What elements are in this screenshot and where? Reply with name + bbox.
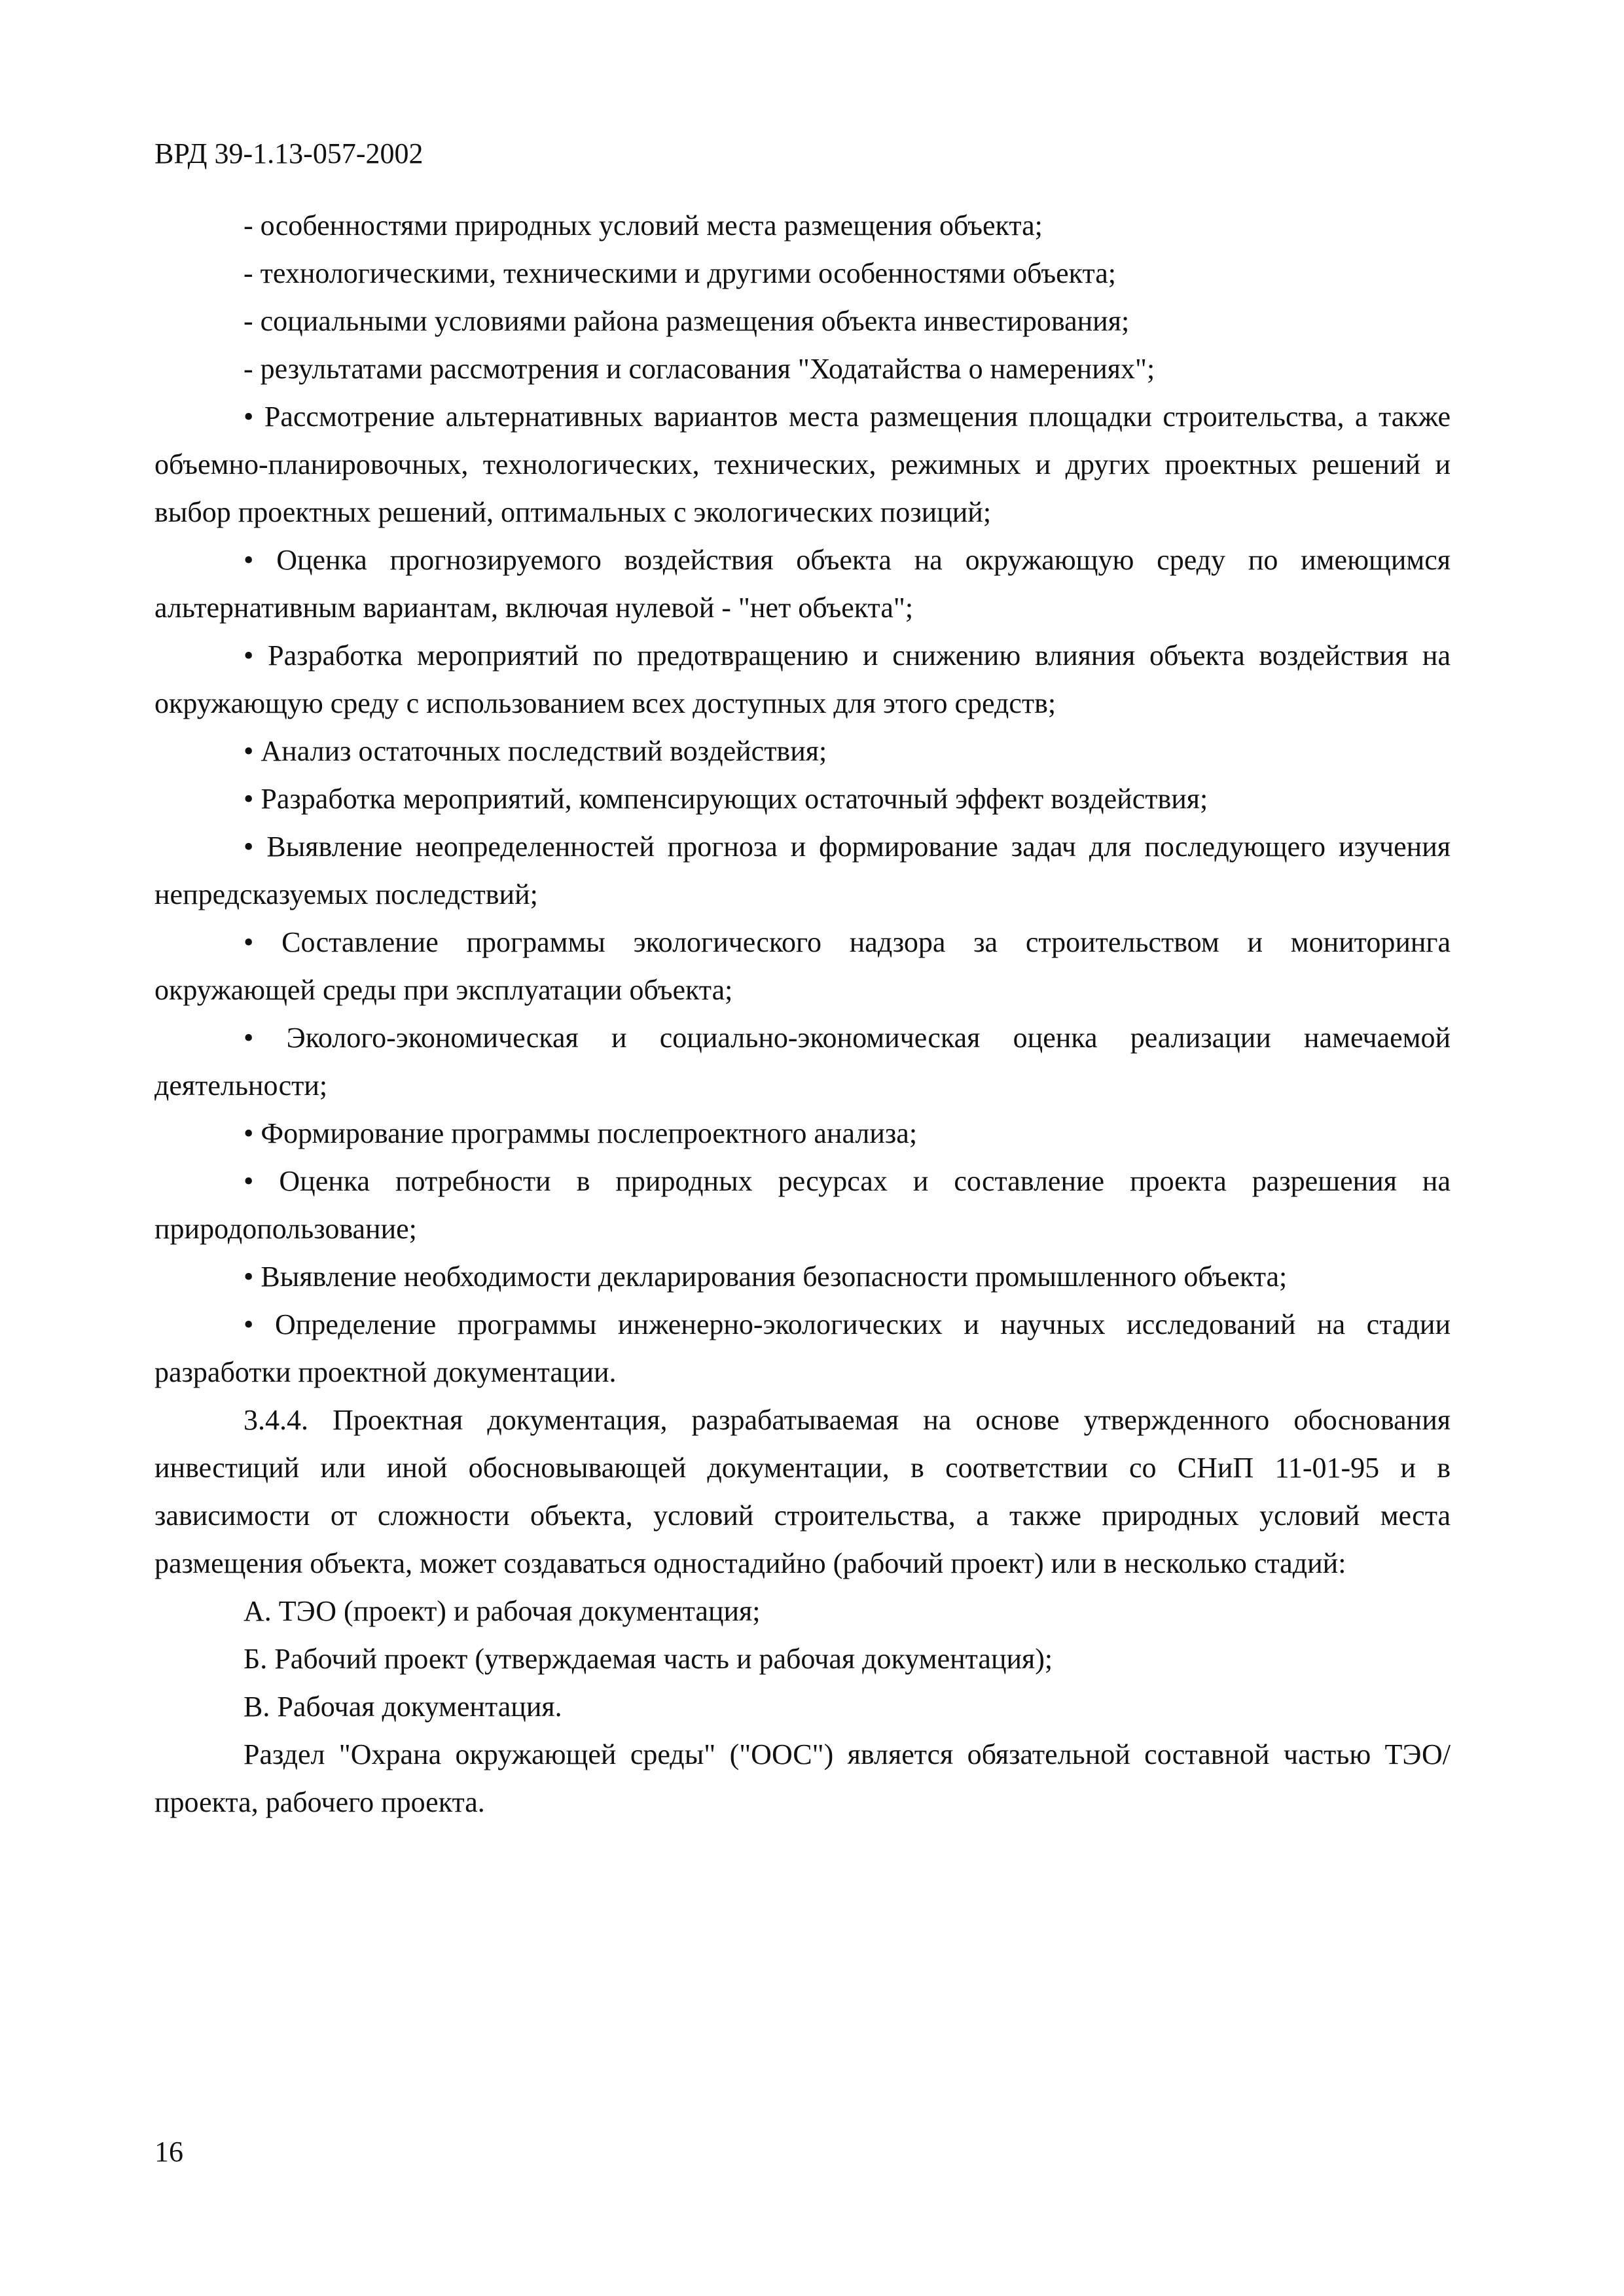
paragraph-option-b: Б. Рабочий проект (утверждаемая часть и рабочая документация);	[244, 1643, 1053, 1675]
paragraph-bullet-3: • Разработка мероприятий по предотвращению и снижению влияния объекта воздействия на окружающую среду с использованием всех доступных для этого средств;	[154, 639, 1451, 719]
document-header: ВРД 39-1.13-057-2002	[154, 137, 424, 170]
paragraph-bullet-11: • Выявление необходимости декларирования безопасности промышленного объекта;	[244, 1261, 1288, 1293]
paragraph-bullet-8: • Эколого-экономическая и социально-экономическая оценка реализации намечаемой деятельности;	[154, 1022, 1451, 1102]
paragraph-dash-2: - технологическими, техническими и другими особенностями объекта;	[244, 257, 1116, 289]
paragraph-bullet-5: • Разработка мероприятий, компенсирующих остаточный эффект воздействия;	[244, 783, 1208, 815]
paragraph-bullet-4: • Анализ остаточных последствий воздействия;	[244, 735, 827, 767]
paragraph-bullet-1: • Рассмотрение альтернативных вариантов места размещения площадки строительства, а также объемно-планировочных, технологических, технических, режимных и других проектных решений и выбор проектных решений, оптимальных с экологических позиций;	[154, 401, 1451, 528]
paragraph-dash-1: - особенностями природных условий места размещения объекта;	[244, 209, 1043, 242]
paragraph-dash-4: - результатами рассмотрения и согласования "Ходатайства о намерениях";	[244, 353, 1155, 385]
document-body	[154, 202, 1451, 1826]
paragraph-bullet-2: • Оценка прогнозируемого воздействия объекта на окружающую среду по имеющимся альтернативным вариантам, включая нулевой - "нет объекта";	[154, 544, 1451, 624]
paragraph-option-a: А. ТЭО (проект) и рабочая документация;	[244, 1595, 761, 1627]
paragraph-section-oos: Раздел "Охрана окружающей среды" ("ООС") является обязательной составной частью ТЭО/проекта, рабочего проекта.	[154, 1738, 1451, 1818]
paragraph-bullet-12: • Определение программы инженерно-экологических и научных исследований на стадии разработки проектной документации.	[154, 1308, 1451, 1388]
paragraph-bullet-9: • Формирование программы послепроектного анализа;	[244, 1117, 918, 1149]
page-number: 16	[154, 2136, 183, 2168]
paragraph-bullet-7: • Составление программы экологического надзора за строительством и мониторинга окружающей среды при эксплуатации объекта;	[154, 926, 1451, 1006]
paragraph-dash-3: - социальными условиями района размещения объекта инвестирования;	[244, 305, 1130, 337]
paragraph-bullet-10: • Оценка потребности в природных ресурсах и составление проекта разрешения на природопользование;	[154, 1165, 1451, 1245]
paragraph-bullet-6: • Выявление неопределенностей прогноза и формирование задач для последующего изучения непредсказуемых последствий;	[154, 831, 1451, 910]
paragraph-section-3-4-4: 3.4.4. Проектная документация, разрабатываемая на основе утвержденного обоснования инвестиций или иной обосновывающей документации, в соответствии со СНиП 11-01-95 и в зависимости от сложности объекта, условий строительства, а также природных условий места размещения объекта, может создаваться одностадийно (рабочий проект) или в несколько стадий:	[154, 1404, 1451, 1579]
paragraph-option-c: В. Рабочая документация.	[244, 1691, 562, 1723]
